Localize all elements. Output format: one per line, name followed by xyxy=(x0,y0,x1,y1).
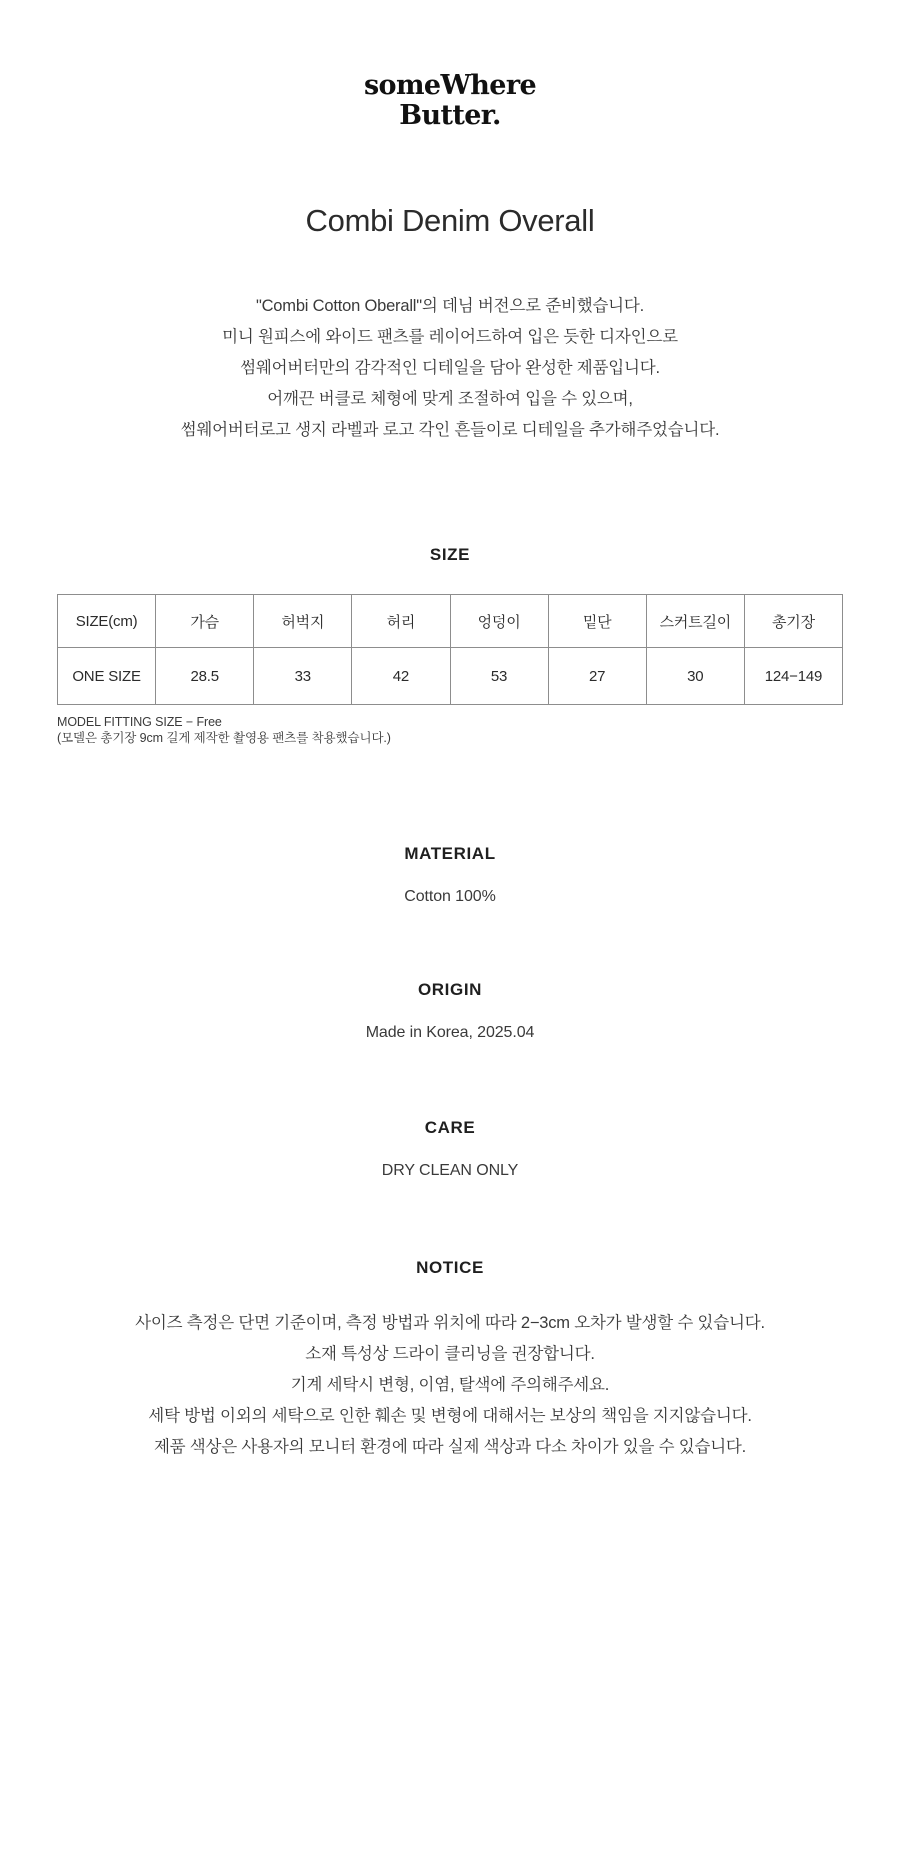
table-cell: 27 xyxy=(548,648,646,705)
table-cell: ONE SIZE xyxy=(58,648,156,705)
brand-logo-line-1: someWhere xyxy=(363,70,537,101)
table-header-cell: 허리 xyxy=(352,595,450,648)
table-header-cell: 가슴 xyxy=(156,595,254,648)
table-cell: 124−149 xyxy=(744,648,842,705)
material-heading: MATERIAL xyxy=(404,844,496,864)
size-table xyxy=(57,594,843,705)
material-value: Cotton 100% xyxy=(404,888,496,906)
size-table-note xyxy=(57,714,843,746)
table-header-row xyxy=(58,595,843,648)
size-heading: SIZE xyxy=(429,545,471,565)
description-line: 미니 원피스에 와이드 팬츠를 레이어드하여 입은 듯한 디자인으로 xyxy=(222,328,678,347)
model-fitting-note: MODEL FITTING SIZE − Free xyxy=(57,715,222,730)
table-row xyxy=(58,648,843,705)
origin-section xyxy=(0,980,900,1042)
product-description xyxy=(0,291,900,446)
size-section xyxy=(0,545,900,746)
page-title: Combi Denim Overall xyxy=(305,203,595,239)
notice-heading: NOTICE xyxy=(416,1258,484,1278)
notice-section xyxy=(0,1258,900,1583)
table-header-cell: 허벅지 xyxy=(254,595,352,648)
description-line: 어깨끈 버클로 체형에 맞게 조절하여 입을 수 있으며, xyxy=(267,390,633,409)
model-pants-note: (모델은 총기장 9cm 길게 제작한 촬영용 팬츠를 착용했습니다.) xyxy=(57,731,391,746)
description-line: "Combi Cotton Oberall"의 데님 버전으로 준비했습니다. xyxy=(255,297,645,316)
brand-logo-line-2: Butter. xyxy=(399,100,501,132)
origin-heading: ORIGIN xyxy=(417,980,483,1000)
table-cell: 28.5 xyxy=(156,648,254,705)
table-cell: 33 xyxy=(254,648,352,705)
table-header-cell: 총기장 xyxy=(744,595,842,648)
notice-body xyxy=(0,1308,900,1463)
brand-logo xyxy=(0,0,900,131)
notice-line: 소재 특성상 드라이 클리닝을 권장합니다. xyxy=(305,1345,595,1364)
table-cell: 30 xyxy=(646,648,744,705)
table-header-cell: 스커트길이 xyxy=(646,595,744,648)
table-header-cell: 엉덩이 xyxy=(450,595,548,648)
care-section xyxy=(0,1118,900,1180)
notice-line: 제품 색상은 사용자의 모니터 환경에 따라 실제 색상과 다소 차이가 있을 수 있습니다. xyxy=(153,1438,747,1457)
notice-line: 세탁 방법 이외의 세탁으로 인한 훼손 및 변형에 대해서는 보상의 책임을 지지않습니다. xyxy=(148,1407,752,1426)
description-line: 썸웨어버터만의 감각적인 디테일을 담아 완성한 제품입니다. xyxy=(240,359,660,378)
notice-line: 기계 세탁시 변형, 이염, 탈색에 주의해주세요. xyxy=(290,1376,610,1395)
table-cell: 53 xyxy=(450,648,548,705)
size-table-wrapper xyxy=(57,594,843,705)
care-value: DRY CLEAN ONLY xyxy=(381,1162,519,1180)
table-header-cell: SIZE(cm) xyxy=(58,595,156,648)
notice-line: 사이즈 측정은 단면 기준이며, 측정 방법과 위치에 따라 2−3cm 오차가 발생할 수 있습니다. xyxy=(135,1314,765,1333)
description-line: 썸웨어버터로고 생지 라벨과 로고 각인 흔들이로 디테일을 추가해주었습니다. xyxy=(180,421,720,440)
material-section xyxy=(0,844,900,906)
care-heading: CARE xyxy=(424,1118,476,1138)
table-cell: 42 xyxy=(352,648,450,705)
origin-value: Made in Korea, 2025.04 xyxy=(365,1024,535,1042)
table-header-cell: 밑단 xyxy=(548,595,646,648)
